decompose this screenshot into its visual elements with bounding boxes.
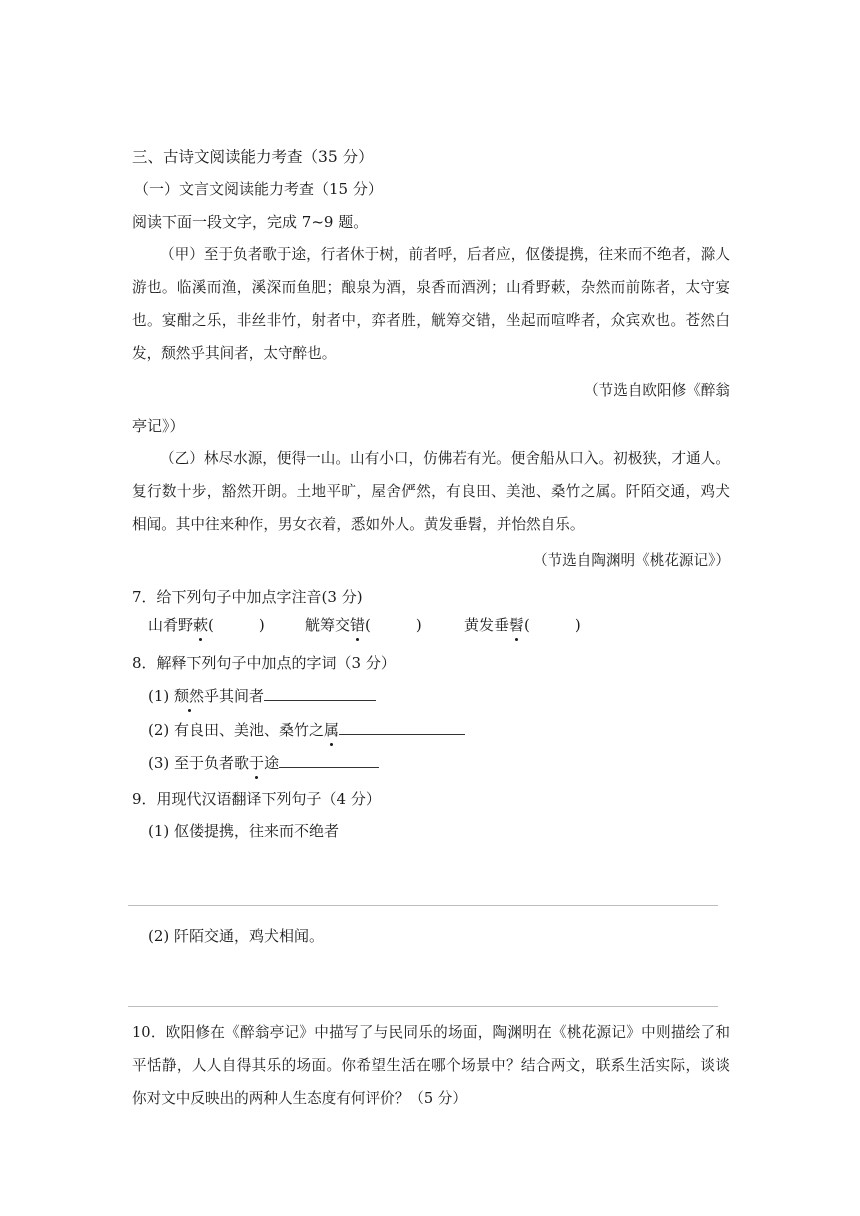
question-7-item-3: 黄发垂髫( ) — [464, 616, 581, 634]
dotted-word: 属 — [324, 721, 340, 739]
dotted-word: 于 — [249, 754, 265, 772]
question-8-stem: 8．解释下列句子中加点的字词（3 分） — [132, 654, 396, 672]
answer-blank[interactable] — [279, 751, 379, 768]
answer-line[interactable] — [128, 905, 718, 906]
question-9-stem: 9．用现代汉语翻译下列句子（4 分） — [132, 790, 381, 808]
question-7-item-1: 山肴野蔌( ) — [148, 616, 265, 634]
passage-a-source-cont: 亭记》） — [132, 417, 185, 435]
question-9-item-1: (1) 伛偻提携，往来而不绝者 — [148, 822, 340, 840]
dotted-char: 错 — [350, 616, 366, 634]
passage-b-source: （节选自陶渊明《桃花源记》） — [532, 552, 730, 569]
question-8-item-2: (2) 有良田、美池、桑竹之属 — [148, 718, 465, 741]
answer-blank[interactable] — [264, 684, 376, 701]
answer-blank[interactable] — [339, 718, 465, 735]
passage-a: （甲）至于负者歌于途，行者休于树，前者呼，后者应，伛偻提携，往来而不绝者，滁人游也。临溪而渔，溪深而鱼肥；酿泉为酒，泉香而酒洌；山肴野蔌，杂然而前陈者，太守宴也。宴酣之乐，非丝非竹，射者中，弈者胜，觥筹交错，坐起而喧哗者，众宾欢也。苍然白发，颓然乎其间者，太守醉也。 — [132, 246, 730, 362]
answer-blank[interactable]: ( ) — [365, 616, 422, 634]
question-8-item-1: (1) 颓然乎其间者 — [148, 684, 376, 707]
question-7-stem: 7．给下列句子中加点字注音(3 分) — [132, 588, 363, 606]
question-8-item-3: (3) 至于负者歌于途 — [148, 751, 379, 774]
dotted-word: 颓然 — [174, 687, 205, 705]
instruction-text: 阅读下面一段文字，完成 7~9 题。 — [132, 213, 369, 231]
answer-line[interactable] — [128, 1006, 718, 1007]
answer-blank[interactable]: ( ) — [524, 616, 581, 634]
question-10: 10．欧阳修在《醉翁亭记》中描写了与民同乐的场面，陶渊明在《桃花源记》中则描绘了和平恬静，人人自得其乐的场面。你希望生活在哪个场景中？结合两文，联系生活实际，谈谈你对文中反映出的两种人生态度有何评价？（5 分） — [132, 1024, 730, 1107]
question-9-item-2: (2) 阡陌交通，鸡犬相闻。 — [148, 927, 325, 945]
question-7-item-2: 觥筹交错( ) — [305, 616, 422, 634]
passage-b: （乙）林尽水源，便得一山。山有小口，仿佛若有光。便舍船从口入。初极狭，才通人。复行数十步，豁然开朗。土地平旷，屋舍俨然，有良田、美池、桑竹之属。阡陌交通，鸡犬相闻。其中往来种作，男女衣着，悉如外人。黄发垂髫，并怡然自乐。 — [132, 450, 730, 533]
dotted-char: 髫 — [509, 616, 525, 634]
answer-blank[interactable]: ( ) — [208, 616, 265, 634]
dotted-char: 蔌 — [193, 616, 209, 634]
section-title: 三、古诗文阅读能力考查（35 分） — [132, 148, 374, 166]
passage-a-source: （节选自欧阳修《醉翁 — [584, 382, 730, 399]
subsection-title: （一）文言文阅读能力考查（15 分） — [134, 180, 383, 198]
